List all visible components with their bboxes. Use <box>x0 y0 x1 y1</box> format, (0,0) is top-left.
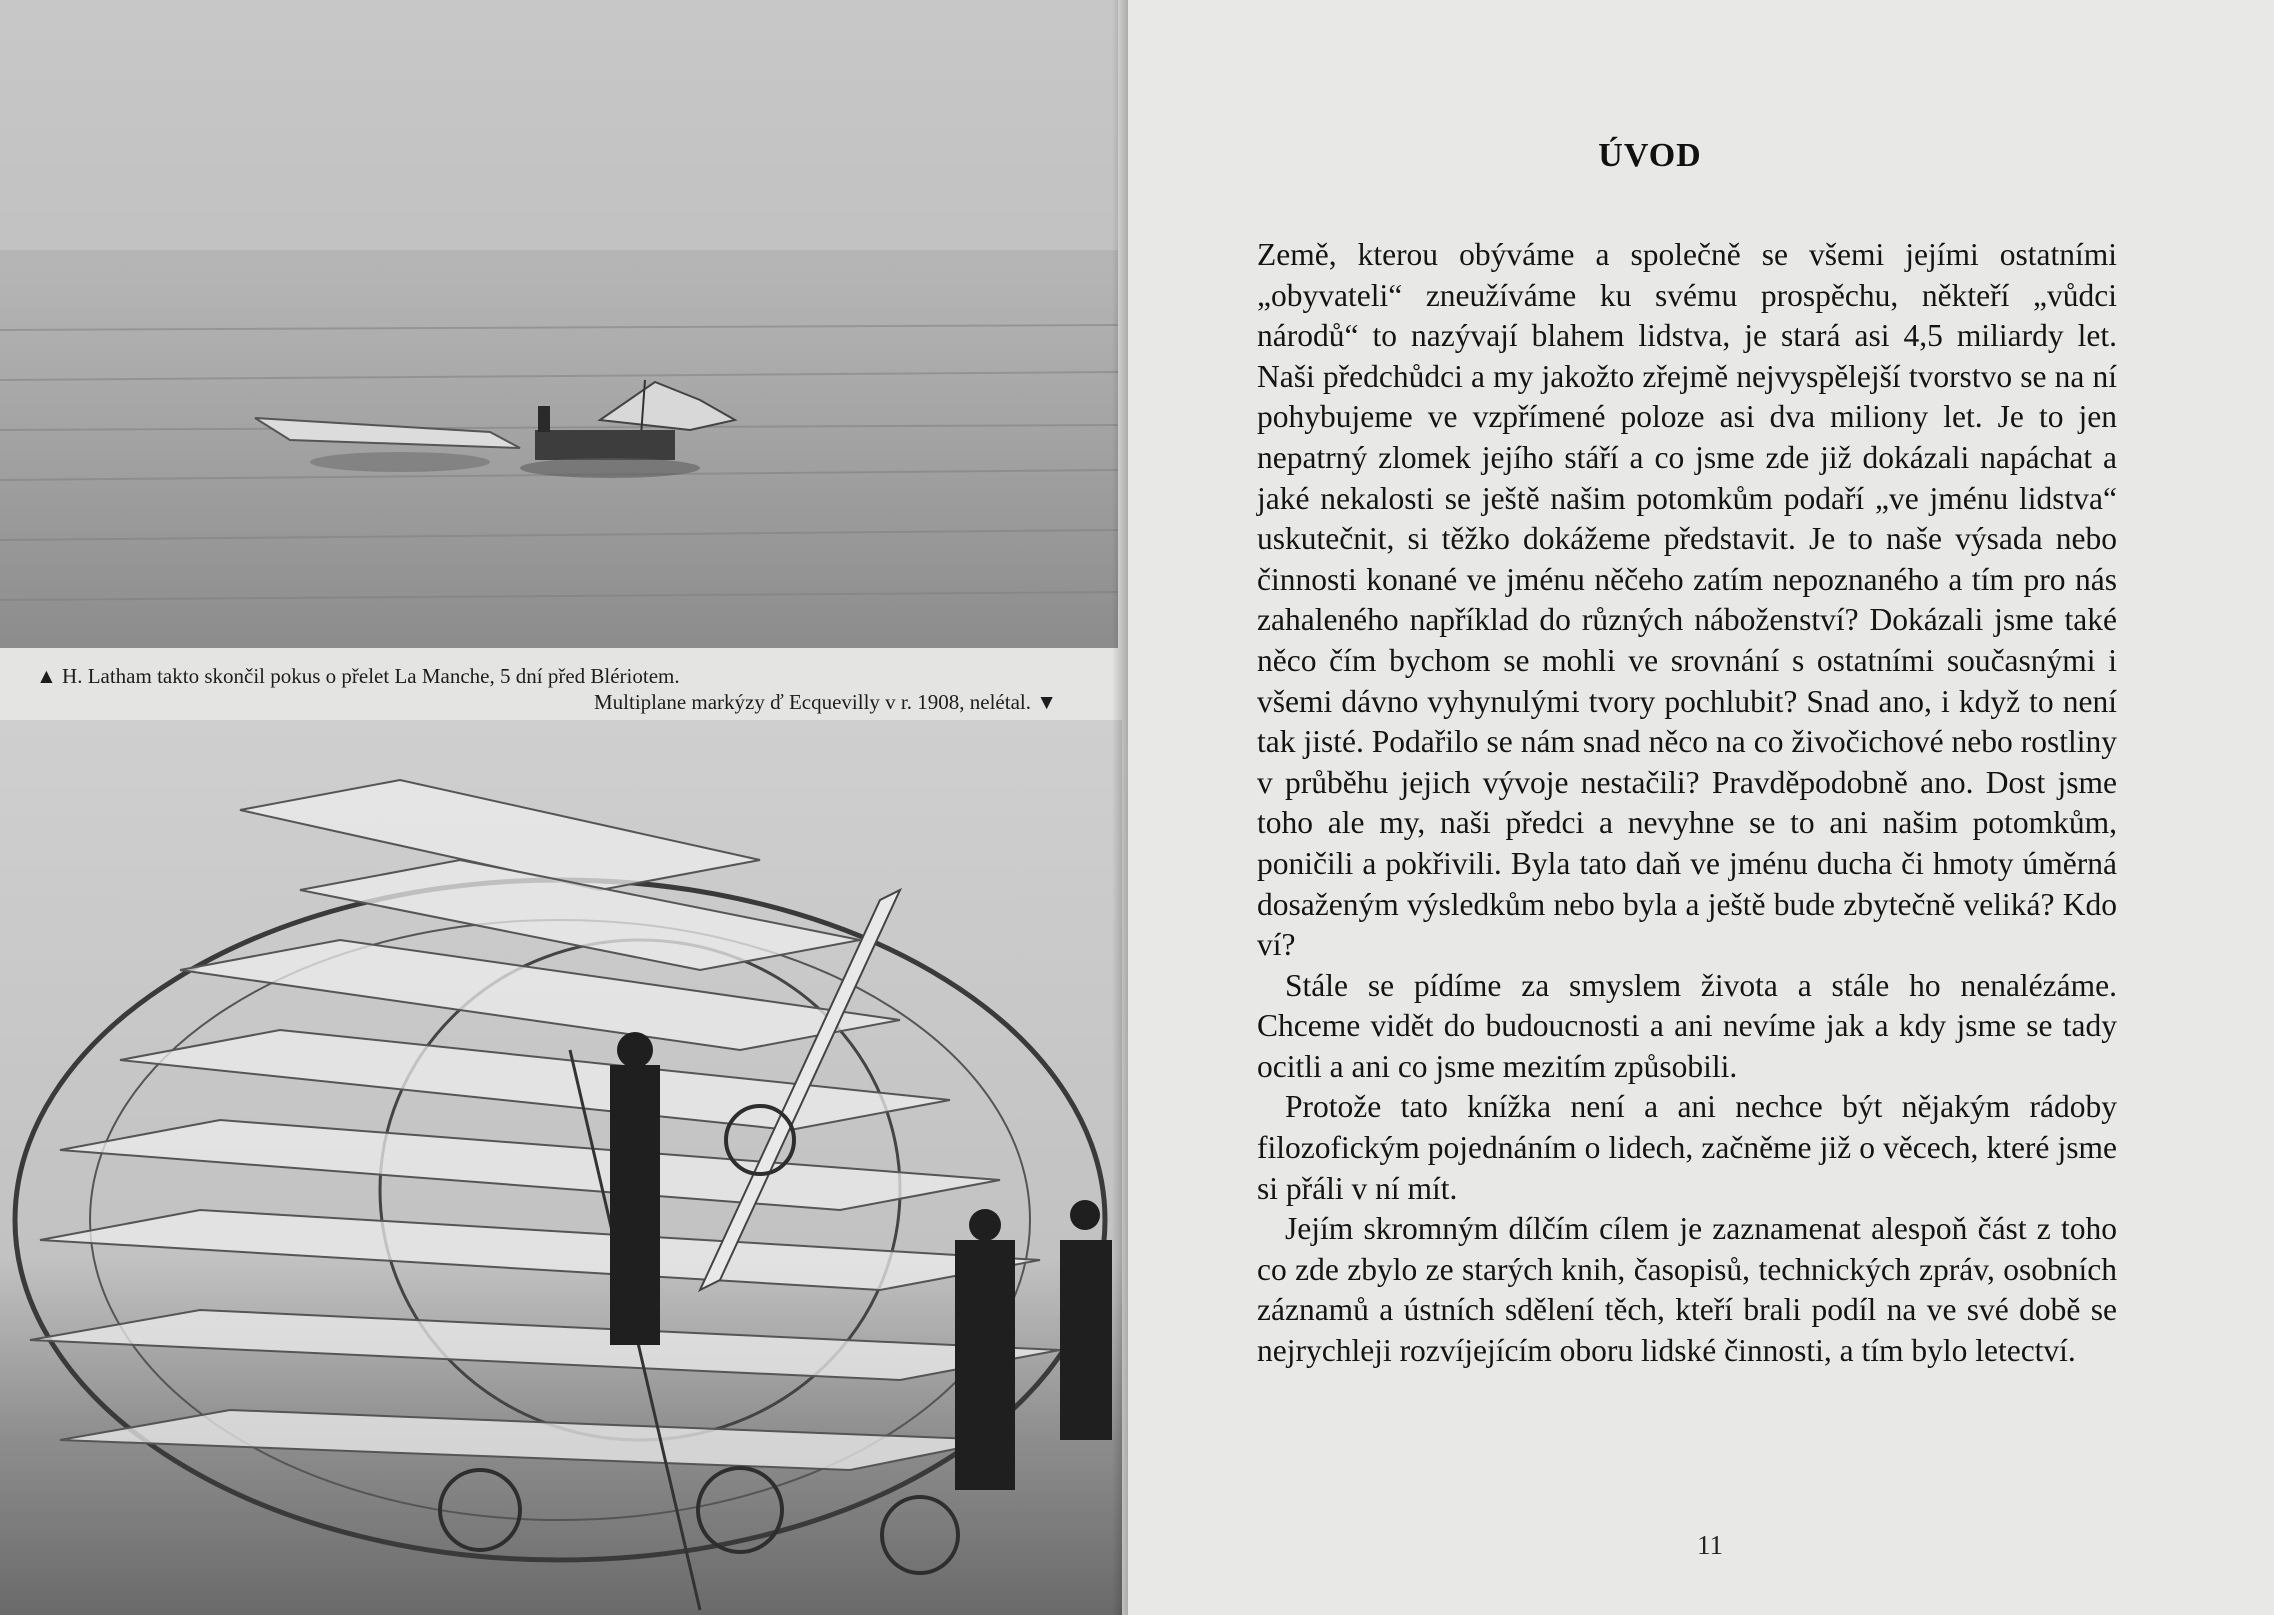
multiplane-illustration <box>0 720 1122 1615</box>
paragraph-1: Země, kterou obýváme a společně se všemi jejími ostatními „obyvateli“ zneužíváme ku svému prospěchu, někteří „vůdci národů“ to nazývají blahem lidstva, je stará asi 4,5 miliardy let. Naši předchůdci a my jakožto zřejmě nejvyspělejší tvorstvo se na ní pohybujeme ve vzpřímené poloze asi dva miliony let. Je to jen nepatrný zlomek jejího stáří a co jsme zde již dokázali napáchat a jaké nekalosti se ještě našim potomkům podaří „ve jménu lidstva“ uskutečnit, si těžko dokážeme představit. Je to naše výsada nebo činnosti konané ve jménu něčeho zatím nepoznaného a tím pro nás zahaleného například do různých náboženství? Dokázali jsme také něco čím bychom se mohli ve srovnání s ostatními současnými i všemi dávno vyhynulými tvory pochlubit? Snad ano, i když to není tak jisté. Podařilo se nám snad něco na co živočichové nebo rostliny v průběhu jejich vývoje nestačili? Pravděpodobně ano. Dost jsme toho ale my, naši předci a nevyhne se to ani našim potomkům, poničili a pokřivili. Byla tato daň ve jménu ducha či hmoty úměrná dosaženým výsledkům nebo byla a ještě bude zbytečně veliká? Kdo ví? <box>1257 237 2117 963</box>
paragraph-3: Protože tato knížka není a ani nechce být nějakým rádoby filozofickým pojednáním o lidech, začněme již o věcech, které jsme si přáli v ní mít. <box>1257 1089 2117 1206</box>
chapter-text <box>1257 235 2117 1372</box>
paragraph-4: Jejím skromným dílčím cílem je zaznamenat alespoň část z toho co zde zbylo ze starých knih, časopisů, technických zpráv, osobních záznamů a ústních sdělení těch, kteří brali podíl na ve své době se nejrychleji rozvíjejícím oboru lidské činnosti, a tím bylo letectví. <box>1257 1211 2117 1369</box>
sea-plane-illustration <box>0 0 1118 648</box>
photo-latham-plane-in-sea <box>0 0 1118 648</box>
left-page: ▲ H. Latham takto skončil pokus o přelet La Manche, 5 dní před Blériotem. Multiplane markýzy ď Ecquevilly v r. 1908, nelétal. ▼ <box>0 0 1128 1615</box>
chapter-title: ÚVOD <box>1598 137 1702 174</box>
photo-caption-top: ▲ H. Latham takto skončil pokus o přelet La Manche, 5 dní před Blériotem. <box>36 664 680 688</box>
paragraph-2: Stále se pídíme za smyslem života a stále ho nenalézáme. Chceme vidět do budoucnosti a ani nevíme jak a kdy jsme se tady ocitli a ani co jsme mezitím způsobili. <box>1257 967 2117 1084</box>
photo-multiplane <box>0 720 1122 1615</box>
page-number: 11 <box>1697 1530 1723 1560</box>
